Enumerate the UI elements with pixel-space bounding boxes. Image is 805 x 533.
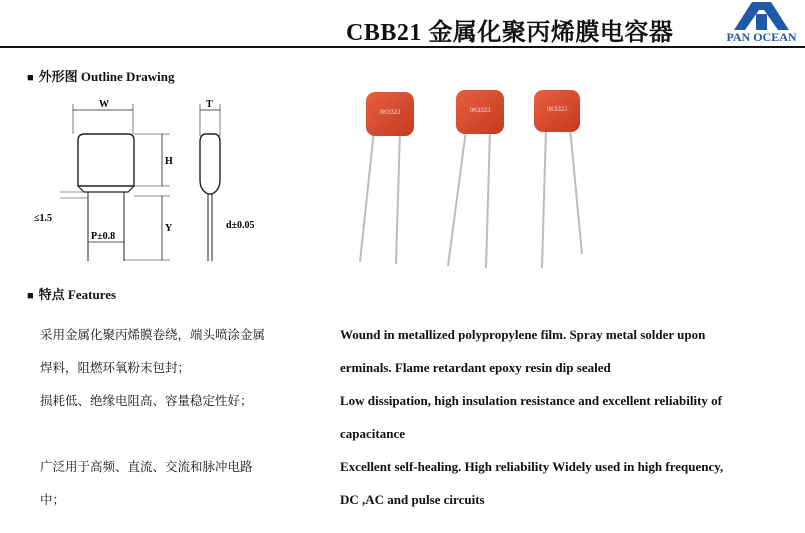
outline-drawing — [30, 96, 270, 266]
capacitor-1 — [360, 92, 414, 264]
outline-section-heading — [27, 66, 174, 85]
company-logo — [718, 0, 805, 48]
h-label: H — [165, 156, 173, 167]
feature-3-en-line-1: Excellent self-healing. High reliability Widely used in high frequency, — [340, 459, 724, 474]
lead-length-label: ≤1.5 — [34, 213, 52, 224]
feature-2-en-line-1: Low dissipation, high insulation resistance and excellent reliability of — [340, 393, 722, 408]
feature-1-cn-line-2: 焊料，阻燃环氧粉末包封； — [40, 360, 191, 375]
product-photo — [352, 86, 592, 272]
feature-3-en-line-2: DC ,AC and pulse circuits — [340, 492, 485, 507]
page-title: CBB21 金属化聚丙烯膜电容器 — [346, 20, 674, 46]
feature-1-cn-line-1: 采用金属化聚丙烯膜卷绕，端头喷涂金属 — [40, 327, 266, 342]
t-label: T — [206, 99, 213, 110]
body-front-outline — [78, 134, 134, 186]
body-front-base — [78, 186, 134, 192]
feature-3-cn-line-1: 广泛用于高频、直流、交流和脉冲电路 — [40, 459, 253, 474]
w-label: W — [99, 99, 109, 110]
outline-heading-text: 外形图 Outline Drawing — [38, 69, 175, 84]
pitch-label: P±0.8 — [91, 231, 116, 242]
section-bullet: ■ — [27, 290, 34, 302]
capacitor-1-marking: 0K332J — [379, 110, 401, 116]
feature-3-cn — [40, 450, 315, 516]
feature-3-en — [340, 450, 785, 516]
feature-1-en — [340, 318, 785, 384]
feature-1-en-line-2: erminals. Flame retardant epoxy resin dip sealed — [340, 360, 611, 375]
section-bullet: ■ — [27, 72, 34, 84]
body-side-outline — [200, 134, 220, 194]
feature-1-en-line-1: Wound in metallized polypropylene film. Spray metal solder upon — [340, 327, 706, 342]
capacitor-3-marking: 0K332J — [546, 107, 568, 113]
diameter-label: d±0.05 — [226, 220, 255, 231]
logo-mark-icon — [718, 0, 805, 32]
feature-1-cn — [40, 318, 315, 384]
y-label: Y — [165, 223, 173, 234]
feature-2-cn-line-1: 损耗低、绝缘电阻高、容量稳定性好； — [40, 393, 253, 408]
capacitor-2 — [448, 90, 504, 268]
feature-2-cn — [40, 384, 315, 417]
capacitor-2-marking: 0K332J — [469, 108, 491, 114]
feature-2-en-line-2: capacitance — [340, 426, 405, 441]
features-section-heading — [27, 284, 116, 303]
feature-3-cn-line-2: 中； — [40, 492, 66, 507]
capacitor-3 — [534, 90, 582, 268]
features-heading-text: 特点 Features — [38, 287, 117, 302]
header-divider — [0, 46, 805, 48]
feature-2-en — [340, 384, 785, 450]
logo-text: PAN OCEAN — [726, 30, 797, 44]
